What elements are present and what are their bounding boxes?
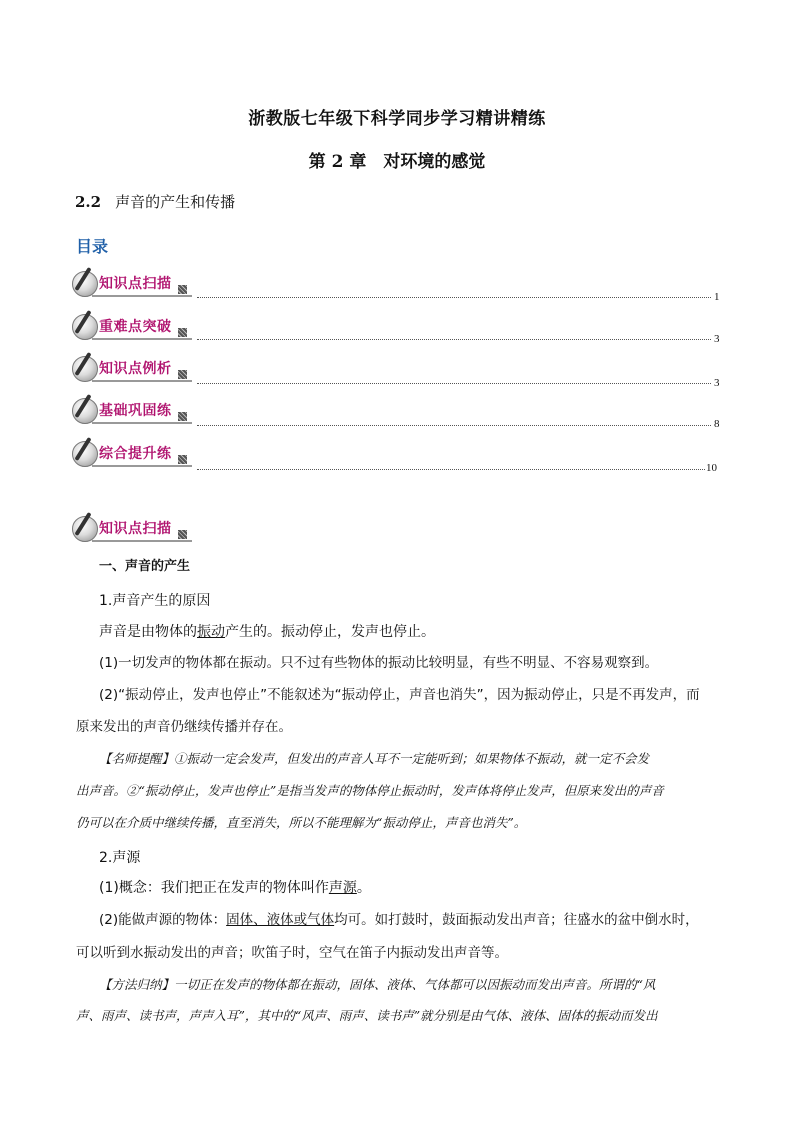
badge-corner-icon [178, 412, 187, 421]
toc-page-number[interactable]: 8 [714, 418, 720, 430]
paragraph-3-line-2: 原来发出的声音仍继续传播并存在。 [76, 719, 292, 735]
paragraph-3-line-1: (2)“振动停止，发声也停止”不能叙述为“振动停止，声音也消失”，因为振动停止，只是不再发声，而 [99, 687, 700, 703]
paragraph-2: (1)一切发声的物体都在振动。只不过有些物体的振动比较明显，有些不明显、不容易观察到。 [99, 655, 659, 671]
paragraph-1 [99, 622, 435, 642]
text: (2)能做声源的物体： [99, 912, 227, 928]
paragraph-5-line-1 [99, 910, 699, 930]
toc-leader [197, 425, 711, 426]
method-summary-line-2: 声、雨声、读书声，声声入耳”，其中的“风声、雨声、读书声”就分别是由气体、液体、固体的振动而发出 [76, 1008, 658, 1023]
paragraph-4 [99, 878, 371, 898]
method-summary-line-1: 【方法归纳】一切正在发声的物体都在振动，固体、液体、气体都可以因振动而发出声音。所谓的“风 [99, 977, 656, 992]
chapter-title: 第 2 章 对环境的感觉 [308, 152, 486, 172]
text: 声音是由物体的 [99, 624, 197, 640]
badge-underline [92, 540, 192, 542]
subheading-cause: 1.声音产生的原因 [99, 593, 211, 609]
underlined-term: 固体、液体或气体 [226, 912, 335, 928]
toc-page-number[interactable]: 3 [714, 333, 720, 345]
toc-item-knowledge-examples[interactable] [72, 355, 197, 385]
section-number: 2.2 [75, 193, 102, 211]
section-badge-knowledge-scan [72, 515, 197, 545]
section-name: 声音的产生和传播 [115, 193, 236, 211]
subheading-sound-source: 2.声源 [99, 850, 141, 866]
toc-leader [197, 339, 711, 340]
badge-corner-icon [178, 530, 187, 539]
toc-item-label: 基础巩固练 [99, 403, 172, 419]
badge-underline [92, 380, 192, 382]
text: 产生的。振动停止，发声也停止。 [225, 624, 435, 640]
document-title: 浙教版七年级下科学同步学习精讲精练 [248, 109, 546, 129]
underlined-term: 声源 [328, 880, 357, 896]
badge-underline [92, 338, 192, 340]
toc-leader [197, 297, 711, 298]
paragraph-5-line-2: 可以听到水振动发出的声音；吹笛子时，空气在笛子内振动发出声音等。 [76, 945, 508, 961]
badge-underline [92, 422, 192, 424]
text: 均可。如打鼓时，鼓面振动发出声音；往盛水的盆中倒水时， [334, 912, 699, 928]
heading-sound-production: 一、声音的产生 [99, 559, 191, 574]
underlined-term: 振动 [197, 624, 225, 640]
teacher-tip-line-1: 【名师提醒】①振动一定会发声，但发出的声音人耳不一定能听到；如果物体不振动，就一定不会发 [99, 751, 650, 766]
toc-leader [197, 469, 705, 470]
badge-underline [92, 295, 192, 297]
badge-underline [92, 465, 192, 467]
toc-item-key-difficult[interactable] [72, 313, 197, 343]
section-title [75, 191, 235, 212]
teacher-tip-line-2: 出声音。②“振动停止，发声也停止”是指当发声的物体停止振动时，发声体将停止发声，但原来发出的声音 [76, 783, 664, 798]
toc-page-number[interactable]: 10 [706, 462, 717, 474]
toc-page-number[interactable]: 3 [714, 377, 720, 389]
badge-corner-icon [178, 328, 187, 337]
badge-corner-icon [178, 370, 187, 379]
badge-corner-icon [178, 285, 187, 294]
toc-item-basic-practice[interactable] [72, 397, 197, 427]
text: (1)概念：我们把正在发声的物体叫作 [99, 880, 329, 896]
toc-heading: 目录 [76, 237, 109, 256]
text: 。 [356, 880, 371, 896]
toc-item-label: 知识点扫描 [99, 276, 172, 292]
toc-leader [197, 383, 711, 384]
toc-item-knowledge-scan[interactable] [72, 270, 197, 300]
toc-item-comprehensive-practice[interactable] [72, 440, 197, 470]
teacher-tip-line-3: 仍可以在介质中继续传播，直至消失，所以不能理解为“振动停止，声音也消失”。 [76, 815, 527, 830]
badge-label: 知识点扫描 [99, 521, 172, 537]
toc-item-label: 知识点例析 [99, 361, 172, 377]
badge-corner-icon [178, 455, 187, 464]
toc-item-label: 重难点突破 [99, 319, 172, 335]
toc-page-number[interactable]: 1 [714, 291, 720, 303]
toc-item-label: 综合提升练 [99, 446, 172, 462]
